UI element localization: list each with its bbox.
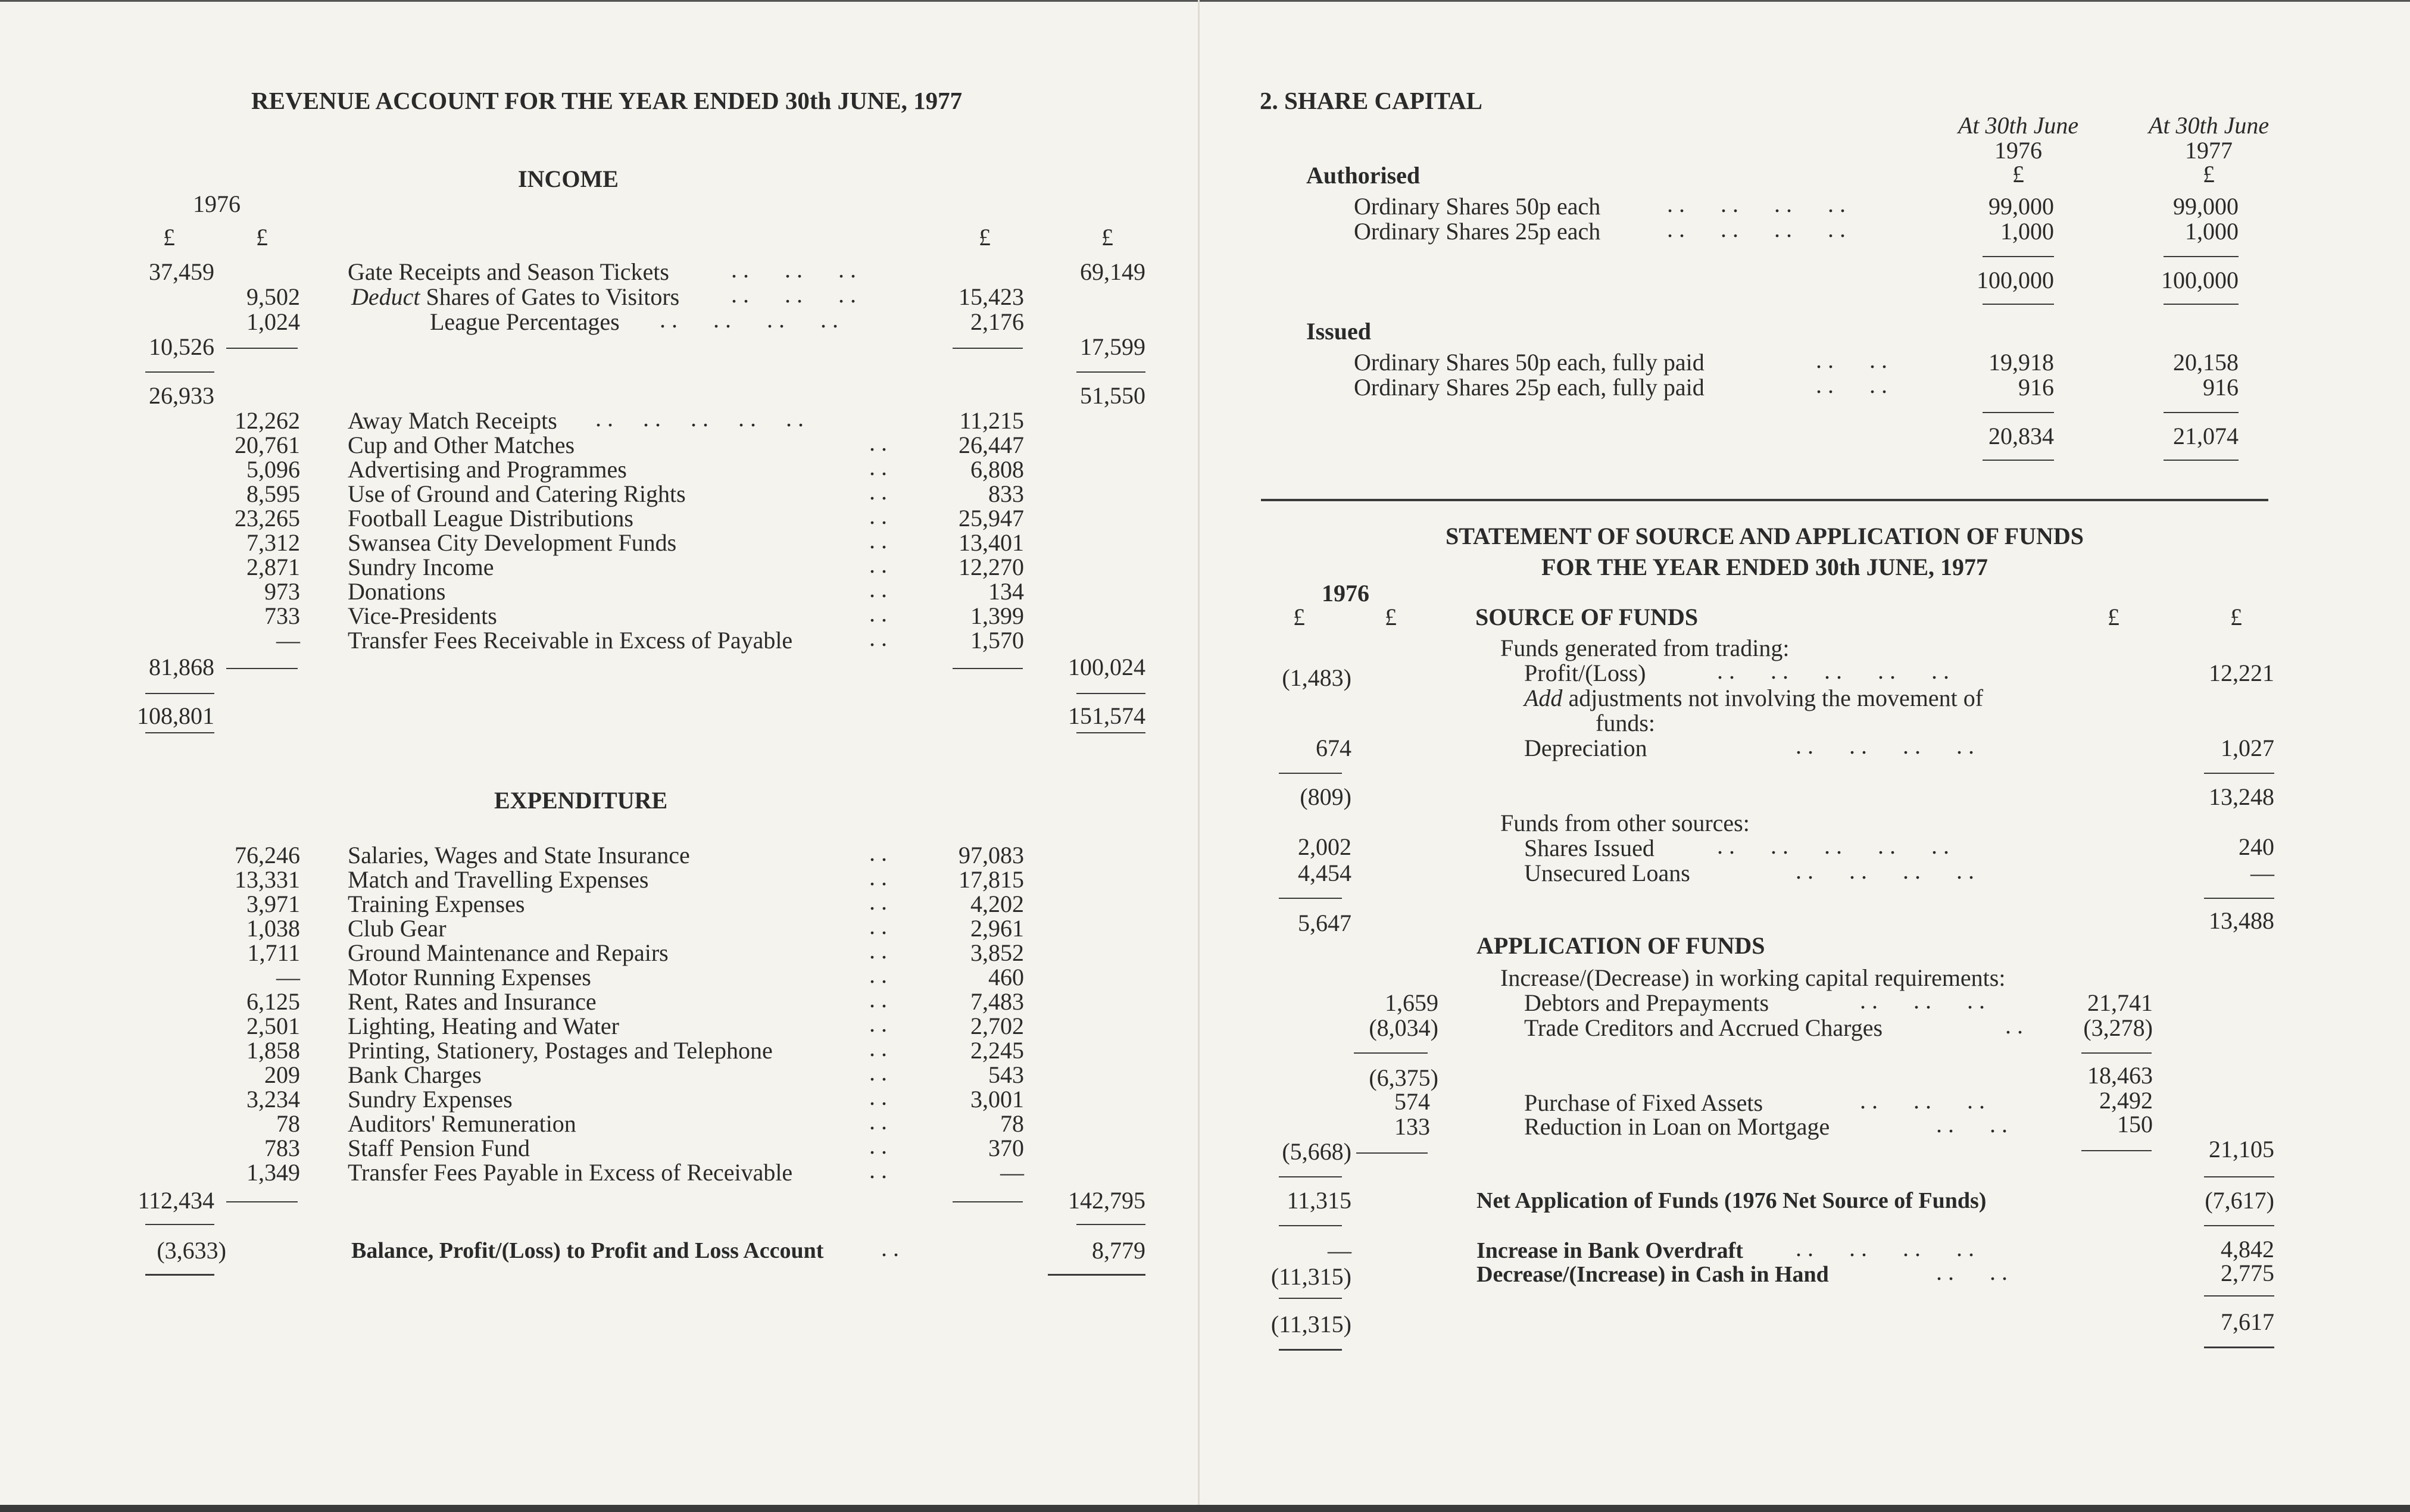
league-cur: 2,176: [970, 308, 1024, 335]
rule: [1048, 1274, 1145, 1276]
leader-dots: . . . . . . . .: [660, 306, 838, 333]
source-heading: SOURCE OF FUNDS: [1475, 604, 1699, 630]
currency-symbol: £: [2108, 604, 2119, 630]
league-prev: 1,024: [246, 308, 300, 335]
expense-cur: 97,083: [959, 842, 1024, 869]
income-total-cur: 151,574: [1068, 702, 1145, 729]
expense-label: Lighting, Heating and Water: [348, 1013, 619, 1039]
income-prev: 973: [264, 578, 300, 605]
rule: [2164, 460, 2239, 461]
expense-prev: 209: [264, 1061, 300, 1088]
income-cur: 26,447: [959, 432, 1024, 458]
gate-cur: 69,149: [1080, 258, 1145, 285]
wc-subtotal-cur: 18,463: [2087, 1062, 2153, 1089]
expense-cur: 17,815: [959, 866, 1024, 893]
net-gate-cur: 51,550: [1080, 382, 1145, 409]
rule: [2204, 1225, 2274, 1226]
income-cur: 12,270: [959, 554, 1024, 580]
issued-1976: 916: [2018, 374, 2054, 401]
deduct-cur: 15,423: [959, 283, 1024, 310]
issued-label: Issued: [1306, 318, 1371, 345]
authorised-label: Ordinary Shares 25p each: [1354, 218, 1601, 245]
leader-dots: . . . . . . . .: [1796, 732, 1974, 759]
income-prev: —: [276, 627, 300, 654]
income-prev: 7,312: [246, 529, 300, 556]
leader-dots: . . . . . . . . . . . . . . . . . .: [869, 429, 887, 651]
expense-cur: 2,245: [970, 1037, 1024, 1064]
unsecured-label: Unsecured Loans: [1524, 860, 1690, 886]
expenses-total-cur: 142,795: [1068, 1187, 1145, 1214]
mortgage-prev: 133: [1394, 1113, 1430, 1140]
leader-dots: . . . . . .: [1860, 1087, 1985, 1114]
expense-prev: 1,711: [247, 939, 300, 966]
income-cur: 134: [988, 578, 1024, 605]
leader-dots: . . . .: [1816, 346, 1887, 373]
authorised-1976: 1,000: [2000, 218, 2054, 245]
col1976-header: £: [2012, 161, 2024, 188]
rule: [145, 1224, 214, 1225]
net-application-label: Net Application of Funds (1976 Net Source of Funds): [1476, 1188, 1987, 1213]
income-label: Vice-Presidents: [348, 602, 497, 629]
expense-cur: 2,961: [970, 915, 1024, 942]
rule: [2081, 1052, 2152, 1054]
currency-symbol: £: [1101, 224, 1113, 251]
source-total-prev: 5,647: [1298, 910, 1351, 936]
mortgage-cur: 150: [2117, 1111, 2153, 1138]
expense-label: Match and Travelling Expenses: [348, 866, 649, 893]
deduct-prev: 9,502: [246, 283, 300, 310]
cash-label: Decrease/(Increase) in Cash in Hand: [1476, 1262, 1829, 1287]
rule: [1279, 1298, 1342, 1299]
final-total-prev: (11,315): [1270, 1311, 1351, 1338]
deduct-total-prev: 10,526: [149, 333, 214, 360]
expense-prev: 76,246: [235, 842, 300, 869]
cash-prev: (11,315): [1270, 1263, 1351, 1290]
income-cur: 25,947: [959, 505, 1024, 532]
expense-prev: 2,501: [246, 1013, 300, 1039]
rule: [953, 348, 1023, 349]
leader-dots: . . . . . . . . . .: [1717, 657, 1949, 684]
income-cur: 6,808: [970, 456, 1024, 483]
leader-dots: . . . . . .: [1860, 987, 1985, 1014]
col1976-header: 1976: [1994, 137, 2042, 164]
rule: [1076, 1224, 1145, 1225]
authorised-total-1976: 100,000: [1977, 267, 2054, 293]
income-prev: 12,262: [235, 407, 300, 434]
mortgage-label: Reduction in Loan on Mortgage: [1524, 1113, 1830, 1140]
currency-symbol: £: [163, 224, 175, 251]
leader-dots: . .: [881, 1235, 899, 1261]
rule: [2204, 898, 2274, 899]
shares-issued-cur: 240: [2239, 833, 2274, 860]
rule: [1279, 1225, 1342, 1226]
income-prev: 8,595: [246, 480, 300, 507]
balance-label: Balance, Profit/(Loss) to Profit and Loss Account: [351, 1238, 824, 1263]
debtors-cur: 21,741: [2087, 989, 2153, 1016]
section-divider: [1261, 499, 2268, 501]
rule: [2204, 1295, 2274, 1297]
leader-dots: . . . . . .: [731, 281, 856, 308]
expense-label: Staff Pension Fund: [348, 1135, 530, 1161]
currency-symbol: £: [256, 224, 268, 251]
funds-title: STATEMENT OF SOURCE AND APPLICATION OF FUNDS: [1446, 523, 2084, 549]
income-label: Football League Distributions: [348, 505, 633, 532]
depreciation-cur: 1,027: [2221, 735, 2274, 761]
bank-overdraft-label: Increase in Bank Overdraft: [1476, 1238, 1743, 1263]
issued-1976: 19,918: [1988, 349, 2054, 376]
col1977-header: At 30th June: [2148, 112, 2269, 139]
expense-label: Bank Charges: [348, 1061, 482, 1088]
trading-total-cur: 13,248: [2209, 783, 2274, 810]
expense-cur: 543: [988, 1061, 1024, 1088]
revenue-year-prev: 1976: [193, 190, 241, 217]
expense-label: Ground Maintenance and Repairs: [348, 939, 669, 966]
debtors-label: Debtors and Prepayments: [1524, 989, 1769, 1016]
leader-dots: . . . . . . . . . . . . . . . . . . . . . . . . . . . .: [869, 839, 887, 1183]
deduct-total-cur: 17,599: [1080, 333, 1145, 360]
authorised-label: Authorised: [1306, 162, 1421, 189]
share-capital-heading: 2. SHARE CAPITAL: [1260, 87, 1482, 114]
expense-prev: 1,349: [246, 1159, 300, 1186]
expense-prev: 13,331: [235, 866, 300, 893]
rule: [226, 1201, 298, 1202]
revenue-title: REVENUE ACCOUNT FOR THE YEAR ENDED 30th JUNE, 1977: [251, 87, 963, 114]
income-cur: 13,401: [959, 529, 1024, 556]
expense-cur: 4,202: [970, 891, 1024, 917]
issued-label: Ordinary Shares 50p each, fully paid: [1354, 349, 1705, 376]
rule: [1279, 1176, 1342, 1177]
col1976-header: At 30th June: [1958, 112, 2079, 139]
expense-label: Rent, Rates and Insurance: [348, 988, 597, 1015]
income-label: Sundry Income: [348, 554, 494, 580]
authorised-1976: 99,000: [1988, 193, 2054, 220]
income-label: Advertising and Programmes: [348, 456, 627, 483]
income-label: Transfer Fees Receivable in Excess of Payable: [348, 627, 793, 654]
creditors-label: Trade Creditors and Accrued Charges: [1524, 1014, 1883, 1041]
leader-dots: . .: [2005, 1012, 2023, 1039]
income-prev: 5,096: [246, 456, 300, 483]
net-application-prev: 11,315: [1287, 1187, 1351, 1214]
funds-year-prev: 1976: [1322, 580, 1369, 607]
trading-total-prev: (809): [1300, 783, 1351, 810]
income-label: Swansea City Development Funds: [348, 529, 677, 556]
page-top-edge: [0, 0, 2410, 2]
authorised-total-1977: 100,000: [2161, 267, 2239, 293]
income-cur: 11,215: [959, 407, 1024, 434]
shares-issued-label: Shares Issued: [1524, 835, 1654, 861]
income-total-prev: 108,801: [137, 702, 214, 729]
income-label: Use of Ground and Catering Rights: [348, 480, 686, 507]
fixed-assets-label: Purchase of Fixed Assets: [1524, 1089, 1763, 1116]
expense-label: Transfer Fees Payable in Excess of Receivable: [348, 1159, 793, 1186]
rule: [145, 1274, 214, 1276]
final-total-cur: 7,617: [2221, 1308, 2274, 1335]
leader-dots: . . . . . . . . . .: [1717, 832, 1949, 859]
profit-label: Profit/(Loss): [1524, 660, 1646, 686]
adjust-label: Add adjustments not involving the movement of: [1524, 685, 1984, 711]
rule: [1076, 693, 1145, 694]
rule: [1279, 1349, 1342, 1351]
currency-symbol: £: [2230, 604, 2242, 630]
expense-label: Club Gear: [348, 915, 447, 942]
rule: [1279, 773, 1342, 774]
leader-dots: . . . . . . . .: [1667, 190, 1846, 217]
currency-symbol: £: [1293, 604, 1305, 630]
bank-overdraft-prev: —: [1328, 1237, 1351, 1264]
leader-dots: . . . . . . . . . .: [595, 405, 804, 432]
issued-1977: 20,158: [2173, 349, 2239, 376]
expense-cur: 78: [1000, 1110, 1024, 1137]
leader-dots: . . . . . . . .: [1796, 857, 1974, 884]
balance-cur: 8,779: [1092, 1237, 1145, 1264]
creditors-prev: (8,034): [1369, 1014, 1438, 1041]
rule: [953, 1201, 1023, 1202]
working-capital-label: Increase/(Decrease) in working capital requirements:: [1500, 964, 2006, 991]
expense-cur: 7,483: [970, 988, 1024, 1015]
other-sources-label: Funds from other sources:: [1500, 810, 1750, 836]
balance-prev: (3,633): [157, 1237, 226, 1264]
expenses-total-prev: 112,434: [138, 1187, 214, 1214]
other-income-total-cur: 100,024: [1068, 654, 1145, 680]
income-prev: 23,265: [235, 505, 300, 532]
league-label: League Percentages: [430, 308, 620, 335]
authorised-1977: 1,000: [2185, 218, 2239, 245]
col1977-header: 1977: [2185, 137, 2233, 164]
rule: [1983, 304, 2054, 305]
issued-total-1976: 20,834: [1988, 423, 2054, 449]
page-fold: [1198, 0, 1200, 1512]
rule: [2164, 412, 2239, 413]
unsecured-prev: 4,454: [1298, 860, 1351, 886]
issued-1977: 916: [2203, 374, 2239, 401]
gate-prev: 37,459: [149, 258, 214, 285]
expense-cur: 3,852: [970, 939, 1024, 966]
profit-cur: 12,221: [2209, 660, 2274, 686]
expense-label: Salaries, Wages and State Insurance: [348, 842, 690, 869]
bank-overdraft-cur: 4,842: [2221, 1236, 2274, 1263]
gate-label: Gate Receipts and Season Tickets: [348, 258, 669, 285]
expense-cur: 3,001: [970, 1086, 1024, 1113]
leader-dots: . . . . . .: [731, 256, 856, 283]
rule: [1354, 1052, 1428, 1054]
leader-dots: . . . . . . . .: [1796, 1235, 1974, 1261]
depreciation-prev: 674: [1316, 735, 1351, 761]
issued-label: Ordinary Shares 25p each, fully paid: [1354, 374, 1705, 401]
net-gate-prev: 26,933: [149, 382, 214, 409]
income-label: Donations: [348, 578, 446, 605]
fixed-assets-prev: 574: [1394, 1088, 1430, 1115]
funds-subtitle: FOR THE YEAR ENDED 30th JUNE, 1977: [1541, 554, 1988, 580]
expense-prev: 3,234: [246, 1086, 300, 1113]
expense-label: Auditors' Remuneration: [348, 1110, 576, 1137]
expense-label: Motor Running Expenses: [348, 964, 591, 991]
rule: [953, 668, 1023, 669]
income-cur: 833: [988, 480, 1024, 507]
rule: [2204, 1347, 2274, 1348]
rule: [2204, 1176, 2274, 1177]
rule: [145, 693, 214, 694]
income-prev: 20,761: [235, 432, 300, 458]
deduct-label: Deduct Shares of Gates to Visitors: [351, 283, 680, 310]
application-heading: APPLICATION OF FUNDS: [1476, 932, 1765, 959]
currency-symbol: £: [1385, 604, 1397, 630]
expense-label: Training Expenses: [348, 891, 525, 917]
authorised-label: Ordinary Shares 50p each: [1354, 193, 1601, 220]
expense-cur: 460: [988, 964, 1024, 991]
rule: [145, 371, 214, 373]
debtors-prev: 1,659: [1385, 989, 1438, 1016]
expense-prev: 3,971: [246, 891, 300, 917]
leader-dots: . . . .: [1936, 1111, 2008, 1138]
leader-dots: . . . . . . . .: [1667, 215, 1846, 242]
expense-prev: —: [276, 964, 300, 991]
rule: [1983, 256, 2054, 257]
rule: [1983, 412, 2054, 413]
issued-total-1977: 21,074: [2173, 423, 2239, 449]
rule: [1279, 898, 1342, 899]
source-total-cur: 13,488: [2209, 907, 2274, 934]
expense-label: Sundry Expenses: [348, 1086, 513, 1113]
cash-cur: 2,775: [2221, 1260, 2274, 1286]
page-bottom-edge: [0, 1505, 2410, 1512]
profit-prev: (1,483): [1282, 664, 1351, 691]
expenditure-heading: EXPENDITURE: [494, 787, 668, 814]
rule: [2081, 1150, 2152, 1151]
rule: [1356, 1152, 1428, 1154]
rule: [2164, 304, 2239, 305]
leader-dots: . . . .: [1936, 1258, 2008, 1285]
application-total-prev: (5,668): [1282, 1138, 1351, 1165]
rule: [226, 348, 298, 349]
rule: [145, 732, 214, 733]
currency-symbol: £: [979, 224, 991, 251]
income-label: Cup and Other Matches: [348, 432, 575, 458]
rule: [1076, 371, 1145, 373]
rule: [226, 668, 298, 669]
expense-cur: 370: [988, 1135, 1024, 1161]
rule: [2204, 773, 2274, 774]
depreciation-label: Depreciation: [1524, 735, 1647, 761]
income-prev: 2,871: [246, 554, 300, 580]
expense-prev: 1,038: [246, 915, 300, 942]
trading-label: Funds generated from trading:: [1500, 635, 1790, 661]
adjust-label: funds:: [1596, 710, 1655, 736]
income-cur: 1,570: [970, 627, 1024, 654]
rule: [1076, 732, 1145, 733]
shares-issued-prev: 2,002: [1298, 833, 1351, 860]
creditors-cur: (3,278): [2083, 1014, 2153, 1041]
leader-dots: . . . .: [1816, 371, 1887, 398]
income-prev: 733: [264, 602, 300, 629]
rule: [1983, 460, 2054, 461]
expense-prev: 78: [276, 1110, 300, 1137]
col1977-header: £: [2203, 161, 2215, 188]
expense-prev: 1,858: [246, 1037, 300, 1064]
income-cur: 1,399: [970, 602, 1024, 629]
fixed-assets-cur: 2,492: [2099, 1087, 2153, 1114]
income-heading: INCOME: [518, 165, 619, 192]
unsecured-cur: —: [2250, 860, 2274, 886]
expense-label: Printing, Stationery, Postages and Telephone: [348, 1037, 773, 1064]
rule: [2164, 256, 2239, 257]
wc-subtotal-prev: (6,375): [1369, 1064, 1438, 1091]
expense-prev: 783: [264, 1135, 300, 1161]
expense-cur: —: [1000, 1159, 1024, 1186]
expense-prev: 6,125: [246, 988, 300, 1015]
other-income-total-prev: 81,868: [149, 654, 214, 680]
application-total-cur: 21,105: [2209, 1136, 2274, 1163]
authorised-1977: 99,000: [2173, 193, 2239, 220]
expense-cur: 2,702: [970, 1013, 1024, 1039]
net-application-cur: (7,617): [2205, 1187, 2274, 1214]
income-label: Away Match Receipts: [348, 407, 557, 434]
